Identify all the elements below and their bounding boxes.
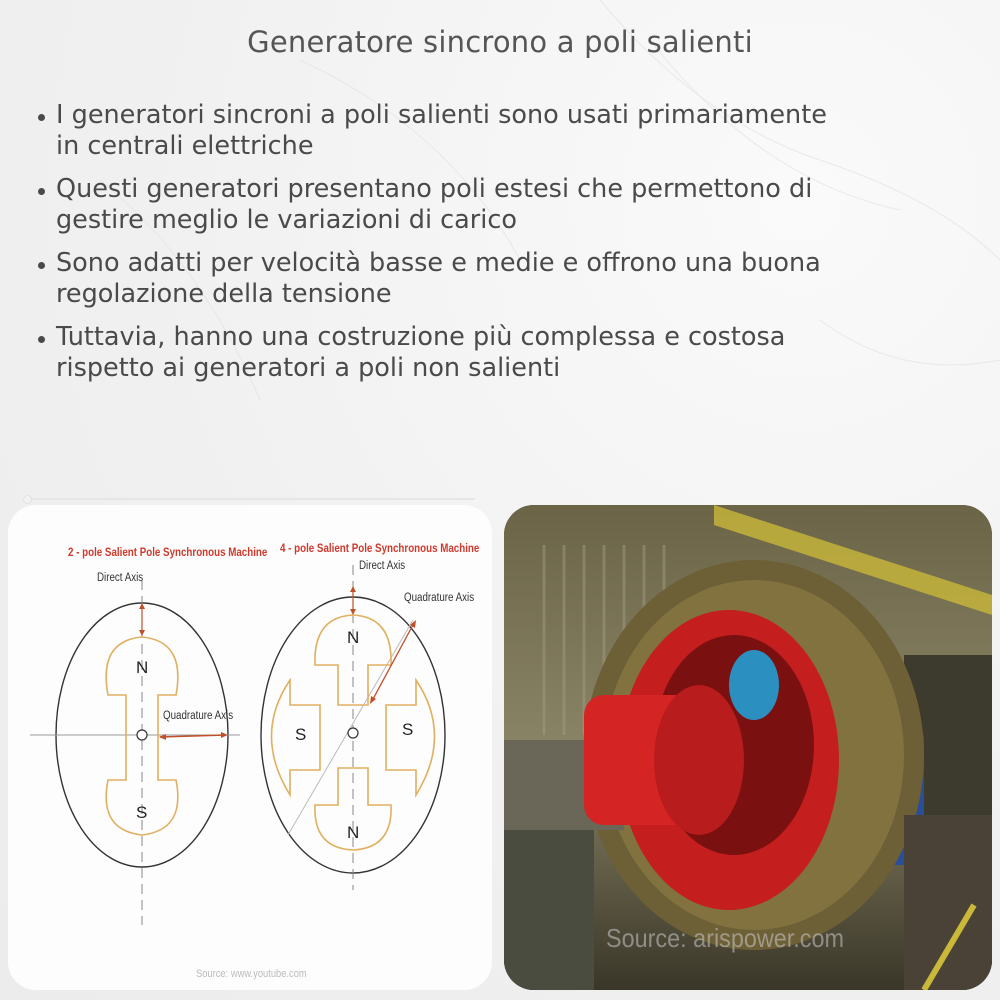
bullet-dot-icon (38, 188, 45, 195)
direct-axis-label: Direct Axis (97, 572, 144, 584)
diagram-source: Source: www.youtube.com (196, 968, 307, 980)
bullet-dot-icon (38, 336, 45, 343)
bullet-item (34, 100, 954, 162)
bullet-text: regolazione della tensione (56, 279, 392, 309)
salient-pole-diagram (8, 505, 492, 990)
bullet-text: I generatori sincroni a poli salienti sono usati primariamente (56, 100, 827, 130)
pole-label: N (347, 628, 360, 647)
bullet-dot-icon (38, 114, 45, 121)
bullet-item (34, 174, 954, 236)
quadrature-axis-label: Quadrature Axis (404, 592, 475, 604)
bullet-list (34, 100, 954, 396)
pole-label: S (402, 720, 414, 739)
pole-label: N (136, 658, 149, 677)
quadrature-axis-label: Quadrature Axis (163, 710, 234, 722)
pole-label: S (136, 803, 148, 822)
pole-label: N (347, 823, 360, 842)
direct-axis-label: Direct Axis (359, 560, 406, 572)
two-pole-machine (30, 580, 240, 925)
bullet-dot-icon (38, 262, 45, 269)
bullet-item (34, 248, 954, 310)
diagram-title-4pole: 4 - pole Salient Pole Synchronous Machine (280, 543, 480, 555)
pole-label: S (295, 725, 307, 744)
page-title: Generatore sincrono a poli salienti (247, 25, 753, 59)
divider (25, 498, 475, 500)
bullet-text: Questi generatori presentano poli estesi che permettono di (56, 174, 813, 204)
bullet-text: Tuttavia, hanno una costruzione più complessa e costosa (56, 322, 786, 352)
bullet-text: gestire meglio le variazioni di carico (56, 205, 517, 235)
photo-source: Source: arispower.com (606, 923, 845, 953)
diagram-title-2pole: 2 - pole Salient Pole Synchronous Machine (68, 547, 268, 559)
bullet-text: Sono adatti per velocità basse e medie e offrono una buona (56, 248, 821, 278)
bullet-text: in centrali elettriche (56, 131, 314, 161)
generator-image (504, 505, 992, 990)
bullet-text: rispetto ai generatori a poli non salienti (56, 353, 561, 383)
diagram-card (8, 505, 492, 990)
bullet-item (34, 322, 954, 384)
generator-photo (504, 505, 992, 990)
